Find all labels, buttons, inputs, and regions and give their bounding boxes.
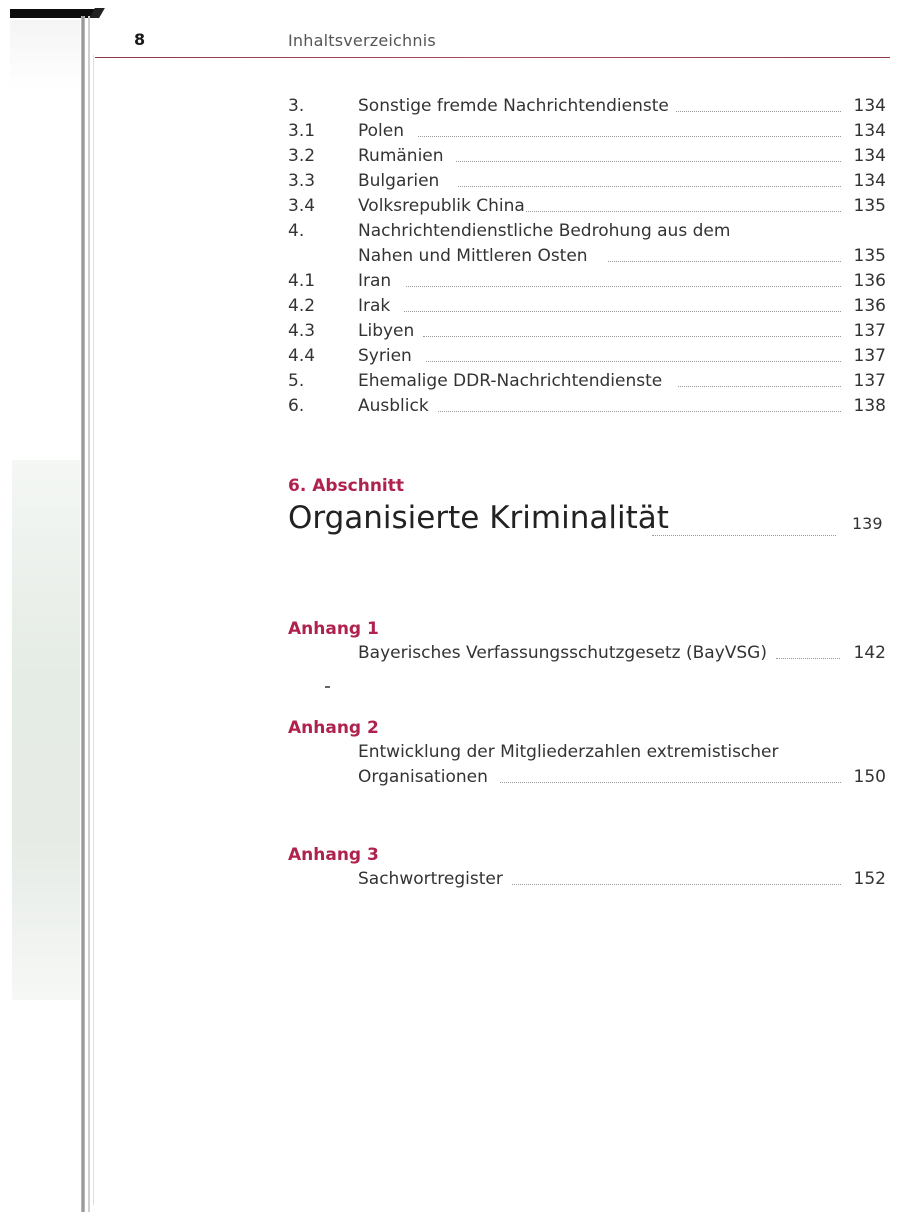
dot-leader xyxy=(676,111,841,112)
toc-entry-number: 3. xyxy=(288,96,305,116)
toc-entry-number: 3.4 xyxy=(288,196,316,216)
toc-entry-title: Ehemalige DDR-Nachrichtendienste xyxy=(358,371,663,391)
toc-entry-title: Irak xyxy=(358,296,391,316)
toc-entry-page: 134 xyxy=(853,171,886,191)
stray-mark xyxy=(325,686,330,688)
section-title[interactable]: Organisierte Kriminalität xyxy=(288,500,669,536)
running-title: Inhaltsverzeichnis xyxy=(288,31,436,50)
appendix-entry-continuation[interactable] xyxy=(288,767,886,791)
toc-entry[interactable] xyxy=(288,121,886,145)
appendix-page: 142 xyxy=(853,643,886,663)
section-label: 6. Abschnitt xyxy=(288,476,405,496)
toc-entry-page: 134 xyxy=(853,96,886,116)
toc-entry-title: Nachrichtendienstliche Bedrohung aus dem xyxy=(358,221,731,241)
toc-entry-page: 135 xyxy=(853,196,886,216)
appendix-entry[interactable] xyxy=(288,869,886,893)
toc-entry[interactable] xyxy=(288,321,886,345)
section-page: 139 xyxy=(852,514,883,533)
toc-entry-number: 4.1 xyxy=(288,271,316,291)
appendix-title: Bayerisches Verfassungsschutzgesetz (BayVSG) xyxy=(358,643,767,663)
toc-entry-title: Bulgarien xyxy=(358,171,440,191)
appendix-entry[interactable] xyxy=(288,643,886,667)
toc-entry-number: 4.3 xyxy=(288,321,316,341)
toc-entry-number: 4.2 xyxy=(288,296,316,316)
toc-entry[interactable] xyxy=(288,171,886,195)
appendix-label: Anhang 3 xyxy=(288,845,379,865)
page-number: 8 xyxy=(134,30,146,49)
toc-entry-number: 4. xyxy=(288,221,305,241)
toc-entry[interactable] xyxy=(288,146,886,170)
appendix-title: Sachwortregister xyxy=(358,869,503,889)
toc-entry[interactable] xyxy=(288,396,886,420)
page-edge-tint xyxy=(12,460,80,1000)
appendix-page: 152 xyxy=(853,869,886,889)
toc-entry[interactable] xyxy=(288,371,886,395)
appendix-label: Anhang 1 xyxy=(288,619,379,639)
appendix-title: Entwicklung der Mitgliederzahlen extremistischer xyxy=(358,742,779,762)
toc-entry[interactable] xyxy=(288,96,886,120)
dot-leader xyxy=(406,286,841,287)
toc-entry[interactable] xyxy=(288,296,886,320)
toc-entry-number: 3.3 xyxy=(288,171,316,191)
toc-entry-page: 137 xyxy=(853,346,886,366)
toc-entry-continuation[interactable] xyxy=(288,246,886,270)
toc-entry-title: Iran xyxy=(358,271,392,291)
toc-entry-page: 138 xyxy=(853,396,886,416)
dot-leader xyxy=(678,386,841,387)
book-spine-line xyxy=(93,55,94,1205)
toc-entry[interactable] xyxy=(288,346,886,370)
header-rule xyxy=(95,57,890,58)
toc-entry[interactable] xyxy=(288,221,886,245)
dot-leader xyxy=(458,186,841,187)
toc-entry-page: 137 xyxy=(853,321,886,341)
toc-entry-title: Ausblick xyxy=(358,396,429,416)
dot-leader xyxy=(438,411,841,412)
toc-entry-page: 137 xyxy=(853,371,886,391)
toc-entry[interactable] xyxy=(288,196,886,220)
toc-entry-page: 136 xyxy=(853,296,886,316)
appendix-page: 150 xyxy=(853,767,886,787)
toc-entry-title: Nahen und Mittleren Osten xyxy=(358,246,588,266)
toc-entry-title: Polen xyxy=(358,121,405,141)
toc-entry-number: 6. xyxy=(288,396,305,416)
toc-entry-number: 3.1 xyxy=(288,121,316,141)
book-spine-line xyxy=(88,16,90,1212)
toc-entry-title: Sonstige fremde Nachrichtendienste xyxy=(358,96,669,116)
toc-entry-title: Syrien xyxy=(358,346,412,366)
dot-leader xyxy=(500,782,841,783)
toc-entry-page: 136 xyxy=(853,271,886,291)
toc-entry-page: 134 xyxy=(853,146,886,166)
toc-entry-number: 3.2 xyxy=(288,146,316,166)
appendix-title: Organisationen xyxy=(358,767,488,787)
toc-entry-title: Rumänien xyxy=(358,146,444,166)
appendix-label: Anhang 2 xyxy=(288,718,379,738)
toc-entry-title: Volksrepublik China xyxy=(358,196,525,216)
toc-entry-title: Libyen xyxy=(358,321,415,341)
dot-leader xyxy=(418,136,841,137)
toc-entry-page: 134 xyxy=(853,121,886,141)
toc-entry-number: 4.4 xyxy=(288,346,316,366)
dot-leader xyxy=(526,211,841,212)
toc-entry-number: 5. xyxy=(288,371,305,391)
toc-entry-page: 135 xyxy=(853,246,886,266)
dot-leader xyxy=(404,311,841,312)
dot-leader xyxy=(776,658,840,659)
appendix-entry[interactable] xyxy=(288,742,886,766)
dot-leader xyxy=(456,161,841,162)
toc-entry[interactable] xyxy=(288,271,886,295)
book-spine xyxy=(81,16,85,1212)
dot-leader xyxy=(426,361,841,362)
dot-leader xyxy=(423,336,841,337)
dot-leader xyxy=(608,261,841,262)
page-edge-shadow xyxy=(10,20,80,90)
dot-leader xyxy=(652,535,836,536)
dot-leader xyxy=(512,884,841,885)
